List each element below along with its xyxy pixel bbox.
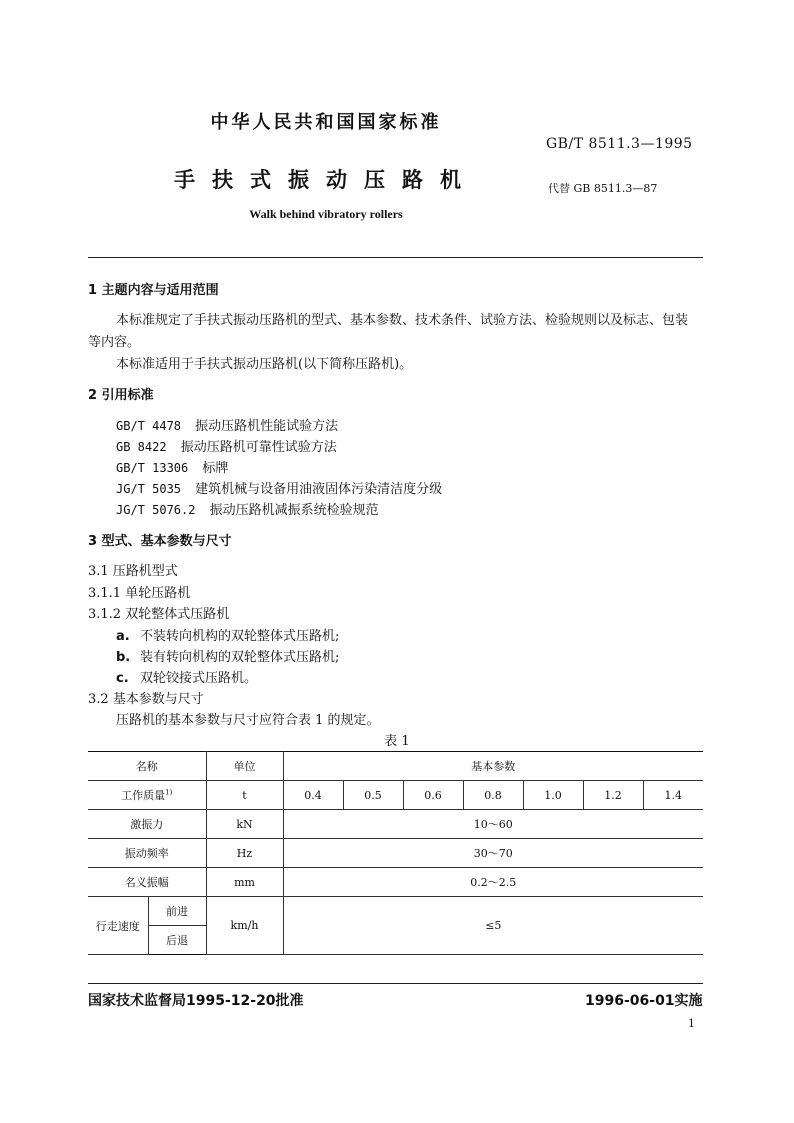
list-item [116, 667, 257, 686]
standard-code: GB/T 8511.3—1995 [546, 136, 693, 152]
row-speed-forward: 前进 [148, 897, 206, 926]
section-3-2-paragraph: 压路机的基本参数与尺寸应符合表 1 的规定。 [116, 713, 380, 728]
reference-item [116, 499, 379, 518]
reference-title: 振动压路机可靠性试验方法 [180, 440, 337, 455]
section-1-paragraph-line2: 等内容。 [88, 335, 141, 350]
english-title: Walk behind vibratory rollers [249, 207, 403, 221]
table-row [88, 781, 703, 810]
reference-title: 振动压路机减振系统检验规范 [209, 503, 379, 518]
list-item-text: 不装转向机构的双轮整体式压路机; [140, 629, 340, 644]
reference-title: 标牌 [202, 461, 229, 476]
reference-code: GB/T 13306 [116, 461, 189, 475]
footnote-mark: 1) [165, 788, 173, 797]
mass-value: 1.4 [643, 781, 703, 810]
section-1-heading: 1 主题内容与适用范围 [88, 283, 219, 298]
section-3-heading: 3 型式、基本参数与尺寸 [88, 534, 232, 549]
list-item-text: 双轮铰接式压路机。 [140, 671, 258, 686]
row-freq-value: 30～70 [283, 839, 703, 868]
row-mass-unit: t [206, 781, 283, 810]
section-2-heading: 2 引用标准 [88, 388, 154, 403]
document-title: 手扶式振动压路机 [174, 168, 478, 192]
table-header-row [88, 752, 703, 781]
mass-value: 0.5 [343, 781, 403, 810]
mass-value: 0.4 [283, 781, 343, 810]
reference-title: 振动压路机性能试验方法 [195, 419, 339, 434]
replaces-note: 代替 GB 8511.3—87 [548, 182, 658, 195]
approval-date: 国家技术监督局1995-12-20批准 [88, 993, 304, 1009]
mass-value: 1.0 [523, 781, 583, 810]
effective-date: 1996-06-01实施 [585, 993, 703, 1009]
reference-item [116, 415, 338, 434]
table-caption: 表 1 [384, 734, 410, 749]
reference-item [116, 457, 228, 476]
row-force-value: 10～60 [283, 810, 703, 839]
reference-item [116, 478, 442, 497]
list-item-label: b. [116, 650, 131, 665]
row-freq-unit: Hz [206, 839, 283, 868]
standard-title: 中华人民共和国国家标准 [210, 112, 442, 133]
row-mass-name [88, 781, 206, 810]
row-speed-value: ≤5 [283, 897, 703, 955]
list-item-text: 装有转向机构的双轮整体式压路机; [140, 650, 340, 665]
section-3-1-2: 3.1.2 双轮整体式压路机 [88, 607, 230, 622]
parameters-table [88, 751, 703, 955]
row-speed-back: 后退 [148, 926, 206, 955]
table-row [88, 810, 703, 839]
row-amp-name: 名义振幅 [88, 868, 206, 897]
section-3-2: 3.2 基本参数与尺寸 [88, 692, 204, 707]
row-speed-name: 行走速度 [88, 897, 148, 955]
table-row [88, 897, 703, 926]
mass-value: 0.8 [463, 781, 523, 810]
footer-rule [88, 983, 703, 984]
header-name: 名称 [88, 752, 206, 781]
header-rule [88, 257, 703, 258]
row-mass-label: 工作质量 [121, 789, 166, 802]
list-item-label: a. [116, 629, 130, 644]
section-3-1-1: 3.1.1 单轮压路机 [88, 586, 191, 601]
header-params: 基本参数 [283, 752, 703, 781]
row-amp-unit: mm [206, 868, 283, 897]
reference-item [116, 436, 337, 455]
row-freq-name: 振动频率 [88, 839, 206, 868]
reference-code: JG/T 5035 [116, 482, 182, 496]
reference-code: GB/T 4478 [116, 419, 182, 433]
section-3-1: 3.1 压路机型式 [88, 564, 178, 579]
list-item-label: c. [116, 671, 129, 686]
reference-code: GB 8422 [116, 440, 167, 454]
reference-title: 建筑机械与设备用油液固体污染清洁度分级 [195, 482, 443, 497]
reference-code: JG/T 5076.2 [116, 503, 196, 517]
mass-value: 1.2 [583, 781, 643, 810]
section-1-scope: 本标准适用于手扶式振动压路机(以下简称压路机)。 [116, 357, 413, 372]
list-item [116, 646, 339, 665]
section-1-paragraph-line1: 本标准规定了手扶式振动压路机的型式、基本参数、技术条件、试验方法、检验规则以及标志、包装 [116, 313, 689, 328]
mass-value: 0.6 [403, 781, 463, 810]
list-item [116, 625, 339, 644]
row-force-name: 激振力 [88, 810, 206, 839]
row-speed-unit: km/h [206, 897, 283, 955]
table-row [88, 868, 703, 897]
row-amp-value: 0.2～2.5 [283, 868, 703, 897]
row-force-unit: kN [206, 810, 283, 839]
header-unit: 单位 [206, 752, 283, 781]
page-number: 1 [688, 1017, 695, 1030]
table-row [88, 839, 703, 868]
